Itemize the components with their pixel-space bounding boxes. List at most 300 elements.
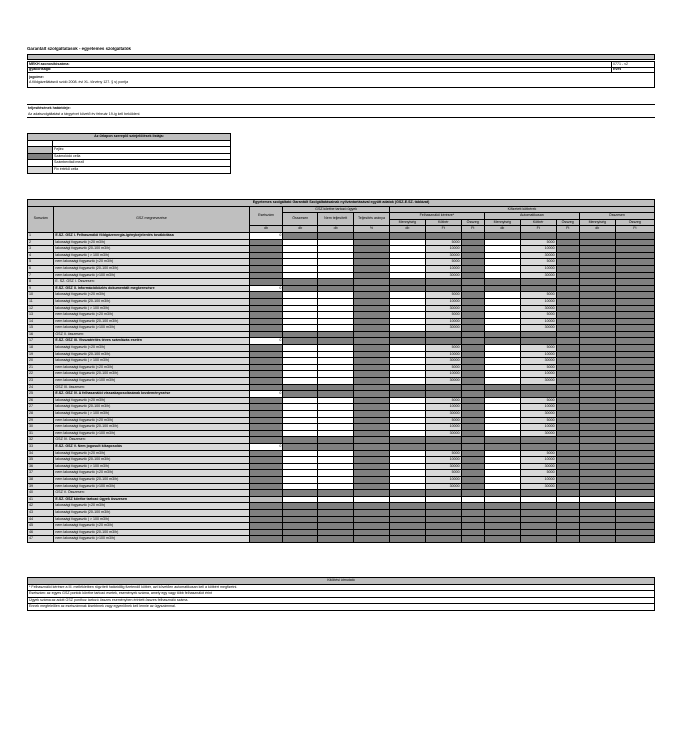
input-cell[interactable] — [389, 272, 425, 279]
input-cell[interactable] — [283, 378, 318, 385]
calc-cell — [556, 417, 579, 424]
input-cell[interactable] — [484, 404, 520, 411]
calc-cell — [579, 391, 615, 398]
calc-cell — [520, 529, 556, 536]
input-cell[interactable] — [389, 404, 425, 411]
calc-cell — [461, 232, 484, 239]
row-label: nem lakossági fogyasztó (<20 m3/h) — [54, 259, 249, 266]
input-cell[interactable] — [318, 417, 354, 424]
kotber-cell: 10000 — [520, 371, 556, 378]
input-cell[interactable] — [484, 265, 520, 272]
input-cell[interactable] — [283, 358, 318, 365]
row-number: 30 — [28, 424, 54, 431]
table-row — [28, 424, 655, 431]
table-row — [28, 318, 655, 325]
calc-cell — [249, 470, 283, 477]
row-number: 46 — [28, 529, 54, 536]
calc-cell — [318, 285, 354, 292]
input-cell[interactable] — [389, 411, 425, 418]
input-cell[interactable] — [389, 470, 425, 477]
input-cell[interactable] — [389, 298, 425, 305]
calc-cell — [556, 252, 579, 259]
kotber-cell: 5000 — [425, 345, 461, 352]
input-cell[interactable] — [318, 292, 354, 299]
table-row — [28, 411, 655, 418]
calc-cell — [556, 503, 579, 510]
kotber-cell: 10000 — [425, 265, 461, 272]
kotber-cell: 30000 — [425, 483, 461, 490]
input-cell[interactable] — [484, 463, 520, 470]
table-row — [28, 437, 655, 444]
calc-cell — [249, 265, 283, 272]
calc-cell — [425, 285, 461, 292]
table-row — [28, 397, 655, 404]
instruction-line: Ügyek száma:az adott GSZ ponthoz tartozó összes eseményben érintett összes felhasználó száma. — [28, 597, 655, 604]
calc-cell — [615, 463, 654, 470]
input-cell[interactable] — [318, 457, 354, 464]
kotber-cell: 10000 — [425, 371, 461, 378]
table-title: Egyetemes szolgáltató Garantált Szolgáltatásainak nyilvántartásával együtt adatok (GSZ-E.SZ. táblázat) — [28, 200, 655, 207]
legend-swatch-calculated — [28, 153, 53, 160]
row-number: 36 — [28, 463, 54, 470]
calc-cell — [615, 424, 654, 431]
input-cell[interactable] — [283, 305, 318, 312]
calc-cell — [579, 536, 615, 543]
calc-cell — [556, 424, 579, 431]
input-cell[interactable] — [318, 246, 354, 253]
calc-cell — [249, 378, 283, 385]
row-number: 31 — [28, 430, 54, 437]
input-cell[interactable] — [484, 450, 520, 457]
input-cell[interactable] — [389, 246, 425, 253]
input-cell[interactable] — [484, 292, 520, 299]
calc-cell — [461, 358, 484, 365]
kotber-cell: 10000 — [425, 404, 461, 411]
table-row — [28, 312, 655, 319]
row-label: nem lakossági fogyasztó (>100 m3/h) — [54, 430, 249, 437]
input-cell[interactable] — [318, 470, 354, 477]
calc-cell — [579, 259, 615, 266]
kotber-cell: 5000 — [425, 470, 461, 477]
input-cell[interactable] — [389, 358, 425, 365]
input-cell[interactable] — [318, 325, 354, 332]
calc-cell — [354, 325, 390, 332]
input-cell[interactable] — [389, 430, 425, 437]
input-cell[interactable] — [283, 325, 318, 332]
calc-cell — [249, 364, 283, 371]
row-label: nem lakossági fogyasztó (<20 m3/h) — [54, 470, 249, 477]
input-cell[interactable] — [484, 424, 520, 431]
calc-cell — [520, 523, 556, 530]
input-cell[interactable] — [283, 272, 318, 279]
calc-cell — [615, 285, 654, 292]
calc-cell — [615, 318, 654, 325]
calc-cell — [556, 476, 579, 483]
kotber-cell: 30000 — [520, 463, 556, 470]
calc-cell — [556, 232, 579, 239]
input-cell[interactable] — [283, 351, 318, 358]
input-cell[interactable] — [389, 265, 425, 272]
input-cell[interactable] — [389, 378, 425, 385]
input-cell[interactable] — [283, 463, 318, 470]
input-cell[interactable] — [318, 312, 354, 319]
calc-cell — [484, 529, 520, 536]
calc-cell — [425, 529, 461, 536]
input-cell[interactable] — [389, 239, 425, 246]
input-cell[interactable] — [283, 397, 318, 404]
calc-cell — [354, 404, 390, 411]
input-cell[interactable] — [389, 450, 425, 457]
input-cell[interactable] — [484, 371, 520, 378]
input-cell[interactable] — [283, 246, 318, 253]
calc-cell — [579, 437, 615, 444]
calc-cell — [354, 536, 390, 543]
kotber-cell: 30000 — [425, 252, 461, 259]
kotber-cell: 5000 — [425, 312, 461, 319]
input-cell[interactable] — [318, 298, 354, 305]
input-cell[interactable] — [389, 364, 425, 371]
calc-cell — [354, 279, 390, 286]
calc-cell — [354, 391, 390, 398]
row-label: lakossági fogyasztó (<20 m3/h) — [54, 503, 249, 510]
input-cell[interactable] — [484, 345, 520, 352]
calc-cell — [461, 430, 484, 437]
row-label: nem lakossági fogyasztó (>100 m3/h) — [54, 378, 249, 385]
calc-cell — [354, 490, 390, 497]
calc-cell — [249, 371, 283, 378]
esetszam-cell[interactable]: 0 — [249, 285, 283, 292]
calc-cell — [425, 232, 461, 239]
input-cell[interactable] — [484, 351, 520, 358]
input-cell[interactable] — [484, 298, 520, 305]
calc-cell — [461, 272, 484, 279]
calc-cell — [249, 516, 283, 523]
input-cell[interactable] — [389, 292, 425, 299]
row-label: lakossági fogyasztó ( > 100 m3/h) — [54, 463, 249, 470]
calc-cell — [389, 443, 425, 450]
col-osszesen: Összesen — [283, 213, 318, 226]
instruction-line: Ennek megfelelően az esetszámnak kisebbnek vagy egyenlőnek kell lennie az ügyszámmal. — [28, 604, 655, 611]
kotber-cell: 10000 — [520, 424, 556, 431]
calc-cell — [615, 529, 654, 536]
input-cell[interactable] — [484, 272, 520, 279]
calc-cell — [249, 252, 283, 259]
input-cell[interactable] — [283, 298, 318, 305]
input-cell[interactable] — [318, 404, 354, 411]
calc-cell — [354, 338, 390, 345]
calc-cell — [579, 457, 615, 464]
input-cell[interactable] — [283, 411, 318, 418]
input-cell[interactable] — [283, 364, 318, 371]
table-row — [28, 358, 655, 365]
input-cell[interactable] — [318, 305, 354, 312]
input-cell[interactable] — [283, 417, 318, 424]
input-cell[interactable] — [318, 483, 354, 490]
input-cell[interactable] — [318, 265, 354, 272]
calc-cell — [354, 523, 390, 530]
calc-cell — [461, 417, 484, 424]
calc-cell — [579, 345, 615, 352]
input-cell[interactable] — [484, 246, 520, 253]
row-number: 45 — [28, 523, 54, 530]
input-cell[interactable] — [283, 424, 318, 431]
blank-cell — [283, 496, 318, 503]
input-cell[interactable] — [484, 305, 520, 312]
calc-cell — [484, 279, 520, 286]
input-cell[interactable] — [283, 483, 318, 490]
row-label: E.SZ. GSZ körébe tartozó ügyek összesen — [54, 496, 249, 503]
calc-cell — [249, 279, 283, 286]
calc-cell — [615, 298, 654, 305]
calc-cell — [556, 430, 579, 437]
calc-cell — [283, 285, 318, 292]
table-row — [28, 384, 655, 391]
kotber-cell: 5000 — [425, 417, 461, 424]
input-cell[interactable] — [283, 345, 318, 352]
calc-cell — [556, 450, 579, 457]
calc-cell — [461, 305, 484, 312]
calc-cell — [249, 437, 283, 444]
calc-cell — [615, 457, 654, 464]
input-cell[interactable] — [484, 259, 520, 266]
legend-item: Fejléc — [53, 147, 231, 154]
input-cell[interactable] — [389, 259, 425, 266]
input-cell[interactable] — [318, 424, 354, 431]
calc-cell — [249, 305, 283, 312]
calc-cell — [579, 292, 615, 299]
col-osszeg: Összeg — [556, 219, 579, 226]
kotber-cell: 30000 — [520, 430, 556, 437]
input-cell[interactable] — [389, 476, 425, 483]
table-row — [28, 272, 655, 279]
input-cell[interactable] — [484, 318, 520, 325]
input-cell[interactable] — [318, 345, 354, 352]
input-cell[interactable] — [389, 351, 425, 358]
row-number: 40 — [28, 490, 54, 497]
calc-cell — [354, 285, 390, 292]
input-cell[interactable] — [389, 318, 425, 325]
input-cell[interactable] — [283, 470, 318, 477]
input-cell[interactable] — [389, 252, 425, 259]
calc-cell — [318, 503, 354, 510]
input-cell[interactable] — [389, 397, 425, 404]
table-row — [28, 325, 655, 332]
input-cell[interactable] — [283, 265, 318, 272]
esetszam-cell[interactable]: 0 — [249, 443, 283, 450]
input-cell[interactable] — [389, 305, 425, 312]
input-cell[interactable] — [283, 476, 318, 483]
input-cell[interactable] — [318, 397, 354, 404]
calc-cell — [556, 246, 579, 253]
blank-cell — [556, 496, 579, 503]
input-cell[interactable] — [484, 411, 520, 418]
blank-cell — [484, 496, 520, 503]
calc-cell — [461, 450, 484, 457]
row-label: GSZ V. Összesen: — [54, 490, 249, 497]
calc-cell — [579, 516, 615, 523]
input-cell[interactable] — [484, 397, 520, 404]
row-label: nem lakossági fogyasztó (20-100 m3/h) — [54, 529, 249, 536]
input-cell[interactable] — [318, 364, 354, 371]
kotber-cell: 10000 — [425, 318, 461, 325]
calc-cell — [579, 384, 615, 391]
input-cell[interactable] — [484, 430, 520, 437]
input-cell[interactable] — [484, 364, 520, 371]
input-cell[interactable] — [389, 312, 425, 319]
calc-cell — [556, 298, 579, 305]
calc-cell — [354, 358, 390, 365]
input-cell[interactable] — [318, 411, 354, 418]
table-row — [28, 536, 655, 543]
calc-cell — [615, 470, 654, 477]
row-label: nem lakossági fogyasztó (<20 m3/h) — [54, 523, 249, 530]
row-number: 44 — [28, 516, 54, 523]
calc-cell — [389, 232, 425, 239]
input-cell[interactable] — [389, 457, 425, 464]
col-kotber: Kötbér — [425, 219, 461, 226]
calc-cell — [579, 443, 615, 450]
input-cell[interactable] — [318, 371, 354, 378]
kotber-cell: 5000 — [425, 259, 461, 266]
calc-cell — [425, 523, 461, 530]
blank-cell — [520, 496, 556, 503]
calc-cell — [556, 305, 579, 312]
input-cell[interactable] — [389, 424, 425, 431]
input-cell[interactable] — [318, 318, 354, 325]
calc-cell — [579, 364, 615, 371]
calc-cell — [461, 345, 484, 352]
calc-cell — [615, 384, 654, 391]
calc-cell — [556, 463, 579, 470]
input-cell[interactable] — [318, 259, 354, 266]
input-cell[interactable] — [283, 292, 318, 299]
input-cell[interactable] — [484, 457, 520, 464]
calc-cell — [389, 490, 425, 497]
calc-cell — [249, 483, 283, 490]
calc-cell — [461, 364, 484, 371]
table-row — [28, 490, 655, 497]
calc-cell — [615, 371, 654, 378]
input-cell[interactable] — [484, 252, 520, 259]
blank-cell — [389, 496, 425, 503]
col-teljesites-aranya: Teljesítés aránya — [354, 213, 390, 226]
input-cell[interactable] — [484, 325, 520, 332]
input-cell[interactable] — [283, 450, 318, 457]
input-cell[interactable] — [283, 259, 318, 266]
input-cell[interactable] — [318, 378, 354, 385]
calc-cell — [556, 279, 579, 286]
input-cell[interactable] — [318, 430, 354, 437]
calc-cell — [615, 246, 654, 253]
calc-cell — [615, 331, 654, 338]
input-cell[interactable] — [389, 483, 425, 490]
input-cell[interactable] — [389, 417, 425, 424]
calc-cell — [615, 259, 654, 266]
input-cell[interactable] — [389, 463, 425, 470]
input-cell[interactable] — [318, 476, 354, 483]
esetszam-cell[interactable]: 0 — [249, 391, 283, 398]
instruction-line: * Felhasználói kérésre a III. mellékletben rögzített határidőig fizetendő kötbér, azt követően automatikusan kell a kötbért megfizetni. — [28, 584, 655, 591]
input-cell[interactable] — [484, 378, 520, 385]
calc-cell — [615, 239, 654, 246]
input-cell[interactable] — [283, 430, 318, 437]
calc-cell — [579, 509, 615, 516]
input-cell[interactable] — [283, 457, 318, 464]
calc-cell — [461, 312, 484, 319]
calc-cell — [484, 503, 520, 510]
row-number: 41 — [28, 496, 54, 503]
calc-cell — [249, 509, 283, 516]
input-cell[interactable] — [283, 404, 318, 411]
kotber-cell: 5000 — [425, 450, 461, 457]
calc-cell — [615, 404, 654, 411]
row-label: lakossági fogyasztó ( > 100 m3/h) — [54, 305, 249, 312]
kotber-cell: 30000 — [520, 325, 556, 332]
input-cell[interactable] — [484, 312, 520, 319]
unit-cell: Ft — [556, 226, 579, 233]
calc-cell — [484, 509, 520, 516]
input-cell[interactable] — [389, 325, 425, 332]
calc-cell — [461, 259, 484, 266]
input-cell[interactable] — [318, 252, 354, 259]
row-number: 32 — [28, 437, 54, 444]
input-cell[interactable] — [283, 318, 318, 325]
table-row — [28, 378, 655, 385]
input-cell[interactable] — [318, 272, 354, 279]
calc-cell — [249, 463, 283, 470]
calc-cell — [484, 232, 520, 239]
calc-cell — [283, 509, 318, 516]
row-label: GSZ II. összesen: — [54, 331, 249, 338]
input-cell[interactable] — [283, 371, 318, 378]
kotber-cell: 5000 — [520, 239, 556, 246]
input-cell[interactable] — [484, 358, 520, 365]
calc-cell — [354, 371, 390, 378]
input-cell[interactable] — [389, 371, 425, 378]
input-cell[interactable] — [283, 239, 318, 246]
input-cell[interactable] — [283, 312, 318, 319]
input-cell[interactable] — [484, 476, 520, 483]
calc-cell — [425, 279, 461, 286]
input-cell[interactable] — [484, 417, 520, 424]
input-cell[interactable] — [484, 470, 520, 477]
input-cell[interactable] — [484, 239, 520, 246]
input-cell[interactable] — [283, 252, 318, 259]
calc-cell — [354, 424, 390, 431]
table-row — [28, 305, 655, 312]
input-cell[interactable] — [484, 483, 520, 490]
calc-cell — [615, 509, 654, 516]
input-cell[interactable] — [318, 351, 354, 358]
input-cell[interactable] — [318, 358, 354, 365]
legend-swatch-input — [28, 160, 53, 167]
calc-cell — [461, 246, 484, 253]
input-cell[interactable] — [318, 463, 354, 470]
row-number: 8 — [28, 279, 54, 286]
kotber-cell: 10000 — [520, 476, 556, 483]
input-cell[interactable] — [318, 450, 354, 457]
input-cell[interactable] — [389, 345, 425, 352]
calc-cell — [249, 536, 283, 543]
calc-cell — [556, 364, 579, 371]
calc-cell — [354, 252, 390, 259]
calc-cell — [461, 252, 484, 259]
calc-cell — [579, 476, 615, 483]
esetszam-cell[interactable]: 0 — [249, 232, 283, 239]
input-cell[interactable] — [318, 239, 354, 246]
calc-cell — [354, 384, 390, 391]
esetszam-cell[interactable]: 0 — [249, 338, 283, 345]
